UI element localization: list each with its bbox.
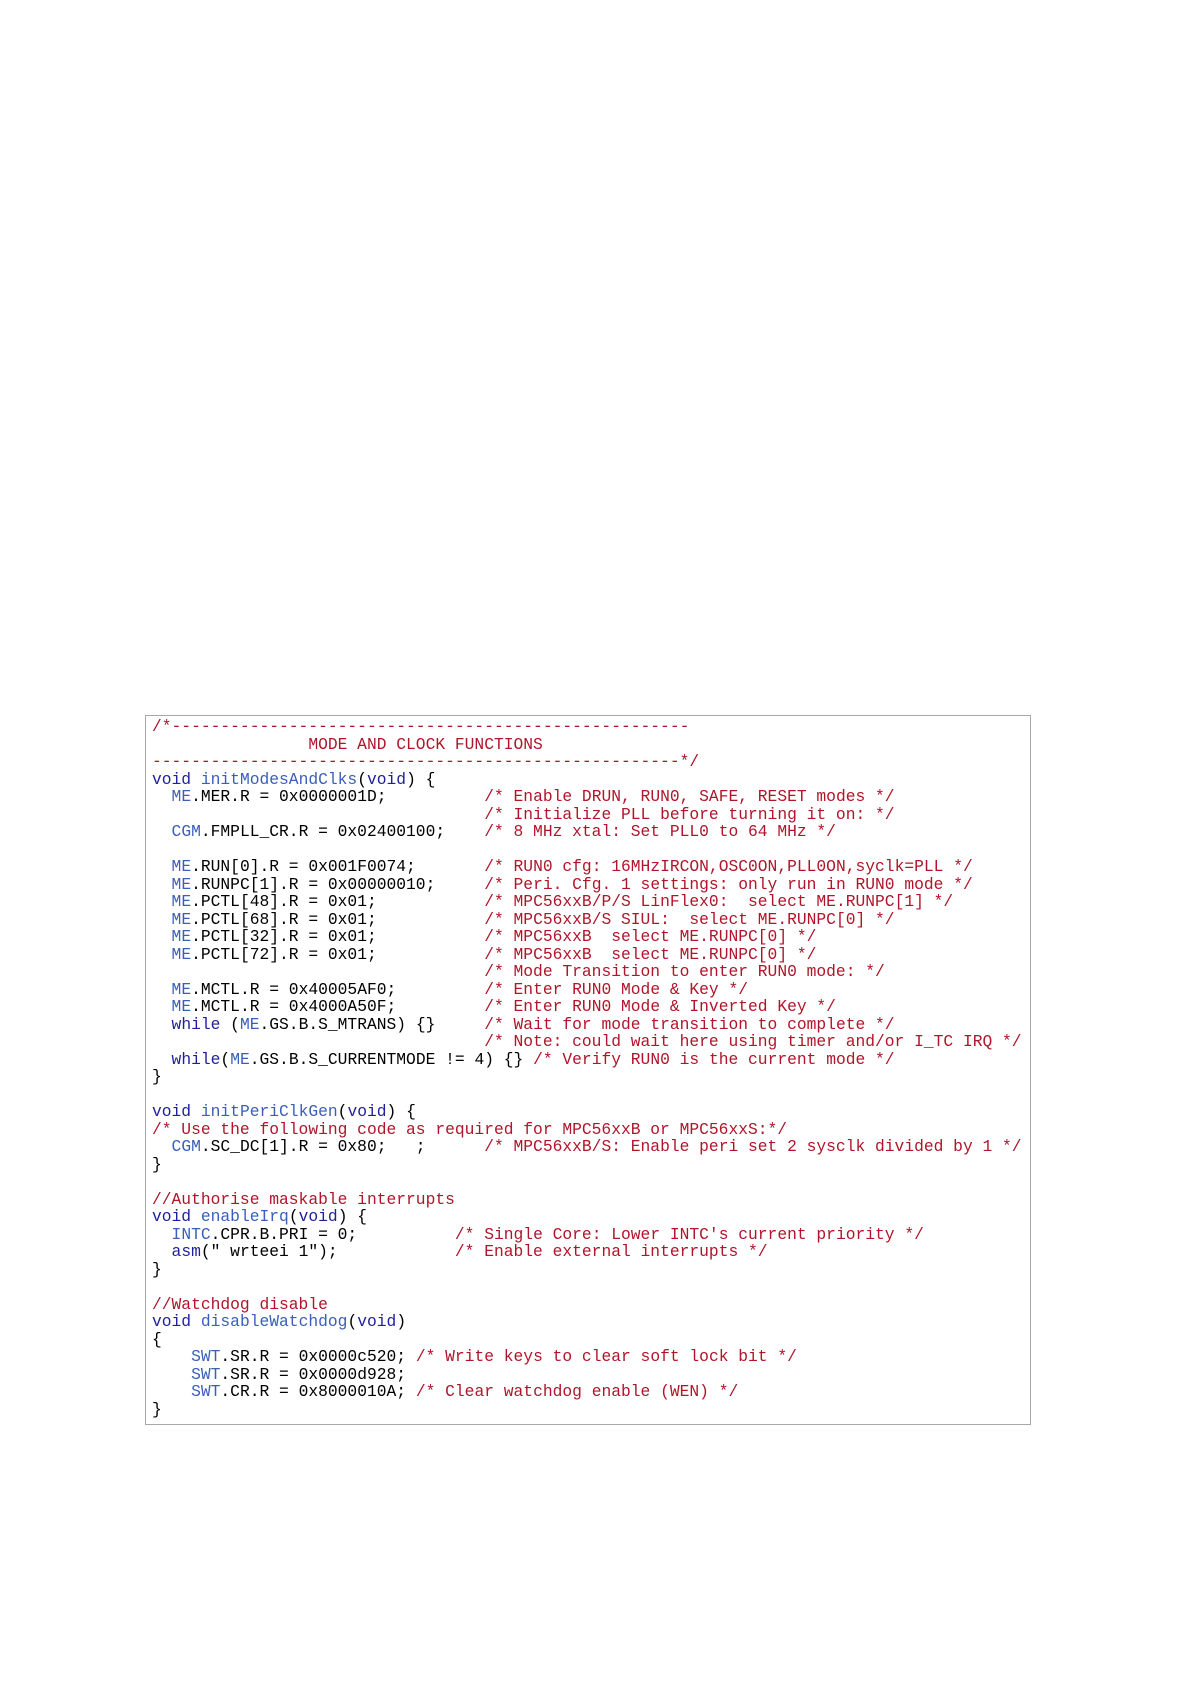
code-line — [152, 753, 1022, 771]
code-token: CGM — [171, 822, 201, 841]
code-line — [152, 1383, 1022, 1401]
code-line — [152, 1121, 1022, 1139]
code-token: .SC_DC[1].R = 0x80; ; — [200, 1137, 485, 1156]
code-token: ( — [347, 1312, 358, 1331]
code-line — [152, 823, 1022, 841]
code-line — [152, 771, 1022, 789]
code-token — [152, 945, 172, 964]
code-token: .FMPLL_CR.R = 0x02400100; — [200, 822, 485, 841]
code-line — [152, 1051, 1022, 1069]
code-token: /* 8 MHz xtal: Set PLL0 to 64 MHz */ — [484, 822, 836, 841]
code-line — [152, 946, 1022, 964]
code-token: /* Enable external interrupts */ — [454, 1242, 768, 1261]
code-line — [152, 1313, 1022, 1331]
code-token: ME — [171, 927, 192, 946]
code-token: INTC — [171, 1224, 211, 1244]
code-token: initPeriClkGen — [200, 1102, 338, 1121]
code-token: CGM — [171, 1137, 201, 1156]
code-line — [152, 841, 1022, 859]
code-token — [152, 910, 172, 929]
code-token — [191, 1102, 201, 1121]
code-token — [152, 1347, 191, 1366]
code-token — [191, 1312, 201, 1331]
code-token: /* MPC56xxB/S SIUL: select ME.RUNPC[0] */ — [484, 909, 895, 929]
code-token: .PCTL[68].R = 0x01; — [191, 909, 485, 929]
code-line — [152, 981, 1022, 999]
code-token — [152, 787, 172, 806]
code-token: /* Peri. Cfg. 1 settings: only run in RUN0 mode */ — [484, 874, 973, 894]
code-line — [152, 1366, 1022, 1384]
code-token: ME — [171, 979, 192, 999]
code-token — [152, 1032, 484, 1051]
code-token: (" wrteei 1"); — [200, 1242, 455, 1261]
code-token: /* Note: could wait here using timer and/or I_TC IRQ */ — [484, 1032, 1022, 1051]
code-line — [152, 1068, 1022, 1086]
code-token: } — [152, 1259, 162, 1279]
code-line — [152, 1296, 1022, 1314]
code-line — [152, 1401, 1022, 1419]
code-line — [152, 963, 1022, 981]
code-token: void — [366, 769, 407, 789]
code-token: /* MPC56xxB/S: Enable peri set 2 sysclk divided by 1 */ — [484, 1137, 1022, 1156]
code-token: /* Clear watchdog enable (WEN) */ — [415, 1382, 739, 1401]
code-line — [152, 911, 1022, 929]
code-token — [152, 822, 172, 841]
code-token: ME — [171, 909, 192, 929]
code-token: void — [152, 1207, 192, 1226]
code-token: ( — [220, 1014, 240, 1034]
code-token: /* MPC56xxB select ME.RUNPC[0] */ — [484, 944, 817, 964]
code-token — [152, 805, 484, 824]
code-token — [152, 1242, 172, 1261]
code-token — [152, 892, 172, 911]
code-token: /* Enter RUN0 Mode & Inverted Key */ — [484, 997, 836, 1016]
code-token: /* Write keys to clear soft lock bit */ — [415, 1347, 797, 1366]
code-token — [191, 770, 201, 789]
code-token: ) { — [406, 769, 436, 789]
code-token: .RUN[0].R = 0x001F0074; — [191, 857, 485, 876]
code-line — [152, 928, 1022, 946]
code-token: .MER.R = 0x0000001D; — [191, 787, 485, 806]
code-line — [152, 1243, 1022, 1261]
code-line — [152, 998, 1022, 1016]
code-token: } — [152, 1399, 162, 1419]
code-token — [152, 875, 172, 894]
code-token: /* Enable DRUN, RUN0, SAFE, RESET modes */ — [484, 787, 895, 806]
code-line — [152, 1138, 1022, 1156]
code-token: ( — [220, 1049, 231, 1069]
code-token — [152, 997, 172, 1016]
code-token: /* Initialize PLL before turning it on: */ — [484, 804, 895, 824]
code-token: void — [152, 769, 192, 789]
code-line — [152, 1261, 1022, 1279]
code-token: ME — [171, 997, 192, 1016]
code-token: ME — [171, 944, 192, 964]
code-token — [152, 962, 484, 981]
code-token — [152, 1015, 172, 1034]
code-token: .SR.R = 0x0000d928; — [220, 1364, 407, 1384]
code-token: /* Mode Transition to enter RUN0 mode: */ — [484, 962, 885, 981]
code-line — [152, 806, 1022, 824]
code-token: SWT — [191, 1364, 221, 1384]
code-line — [152, 1156, 1022, 1174]
code-line — [152, 858, 1022, 876]
code-token: ) { — [337, 1207, 367, 1226]
code-token: while — [171, 1014, 221, 1034]
code-line — [152, 788, 1022, 806]
code-token: void — [152, 1102, 192, 1121]
code-token: /*----------------------------------------------------- — [152, 717, 690, 736]
code-line — [152, 1086, 1022, 1104]
code-token: .PCTL[48].R = 0x01; — [191, 892, 485, 911]
code-token: enableIrq — [200, 1207, 289, 1226]
code-token: MODE AND CLOCK FUNCTIONS — [152, 734, 543, 754]
code-line — [152, 736, 1022, 754]
code-token: .SR.R = 0x0000c520; — [220, 1347, 416, 1366]
code-token: disableWatchdog — [200, 1312, 348, 1331]
code-token: SWT — [191, 1347, 221, 1366]
code-token — [152, 1050, 172, 1069]
code-token: .RUNPC[1].R = 0x00000010; — [191, 874, 485, 894]
code-line — [152, 1016, 1022, 1034]
code-line — [152, 876, 1022, 894]
code-token: .GS.B.S_MTRANS) {} — [259, 1014, 485, 1034]
code-listing — [152, 718, 1022, 1418]
code-line — [152, 1226, 1022, 1244]
code-token — [152, 980, 172, 999]
code-token — [191, 1207, 201, 1226]
code-token: ( — [357, 769, 367, 789]
code-token — [152, 1225, 172, 1244]
code-token: .GS.B.S_CURRENTMODE != 4) {} — [249, 1049, 534, 1069]
code-token: /* MPC56xxB select ME.RUNPC[0] */ — [484, 927, 817, 946]
code-token — [152, 927, 172, 946]
code-token — [152, 1382, 191, 1401]
code-token: ME — [171, 892, 192, 911]
code-token: asm — [171, 1242, 201, 1261]
code-token: ME — [239, 1014, 260, 1034]
code-token: ) { — [386, 1102, 416, 1121]
code-token: void — [298, 1207, 338, 1226]
code-token: .CPR.B.PRI = 0; — [210, 1224, 455, 1244]
code-token: void — [357, 1312, 397, 1331]
code-line — [152, 1033, 1022, 1051]
code-token: } — [152, 1154, 162, 1174]
code-token: /* Verify RUN0 is the current mode */ — [533, 1049, 895, 1069]
code-token: void — [347, 1102, 387, 1121]
code-token: /* Wait for mode transition to complete */ — [484, 1014, 895, 1034]
code-token: ( — [288, 1207, 299, 1226]
code-line — [152, 1191, 1022, 1209]
code-token: initModesAndClks — [200, 769, 358, 789]
code-token: /* RUN0 cfg: 16MHzIRCON,OSC0ON,PLL0ON,syclk=PLL */ — [484, 857, 973, 876]
code-token: .PCTL[32].R = 0x01; — [191, 927, 485, 946]
code-token: while — [171, 1049, 221, 1069]
code-token: ( — [337, 1102, 348, 1121]
code-token: /* MPC56xxB/P/S LinFlex0: select ME.RUNPC[1] */ — [484, 892, 954, 911]
code-line — [152, 1173, 1022, 1191]
code-token: { — [152, 1329, 162, 1349]
code-token: ME — [171, 857, 192, 876]
code-token: ME — [171, 874, 192, 894]
code-listing-box — [145, 715, 1031, 1425]
code-line — [152, 1348, 1022, 1366]
code-token: //Authorise maskable interrupts — [152, 1189, 455, 1209]
code-token: } — [152, 1067, 162, 1086]
code-token: SWT — [191, 1382, 221, 1401]
code-token: ------------------------------------------------------*/ — [152, 752, 700, 771]
code-token — [152, 857, 172, 876]
code-token: /* Enter RUN0 Mode & Key */ — [484, 979, 749, 999]
code-line — [152, 1278, 1022, 1296]
code-token: void — [152, 1312, 192, 1331]
code-token: ME — [171, 787, 192, 806]
code-token: //Watchdog disable — [152, 1294, 328, 1314]
code-token: ME — [230, 1049, 250, 1069]
code-token: .PCTL[72].R = 0x01; — [191, 944, 485, 964]
code-line — [152, 1331, 1022, 1349]
code-token — [152, 1365, 191, 1384]
code-line — [152, 1103, 1022, 1121]
code-token: /* Single Core: Lower INTC's current priority */ — [454, 1224, 924, 1244]
code-token: .MCTL.R = 0x40005AF0; — [191, 979, 485, 999]
code-line — [152, 718, 1022, 736]
code-line — [152, 1208, 1022, 1226]
code-line — [152, 893, 1022, 911]
code-token — [152, 1137, 172, 1156]
code-token: /* Use the following code as required for MPC56xxB or MPC56xxS:*/ — [152, 1119, 788, 1139]
code-token: .MCTL.R = 0x4000A50F; — [191, 997, 485, 1016]
code-token: ) — [396, 1312, 407, 1331]
code-token: .CR.R = 0x8000010A; — [220, 1382, 416, 1401]
